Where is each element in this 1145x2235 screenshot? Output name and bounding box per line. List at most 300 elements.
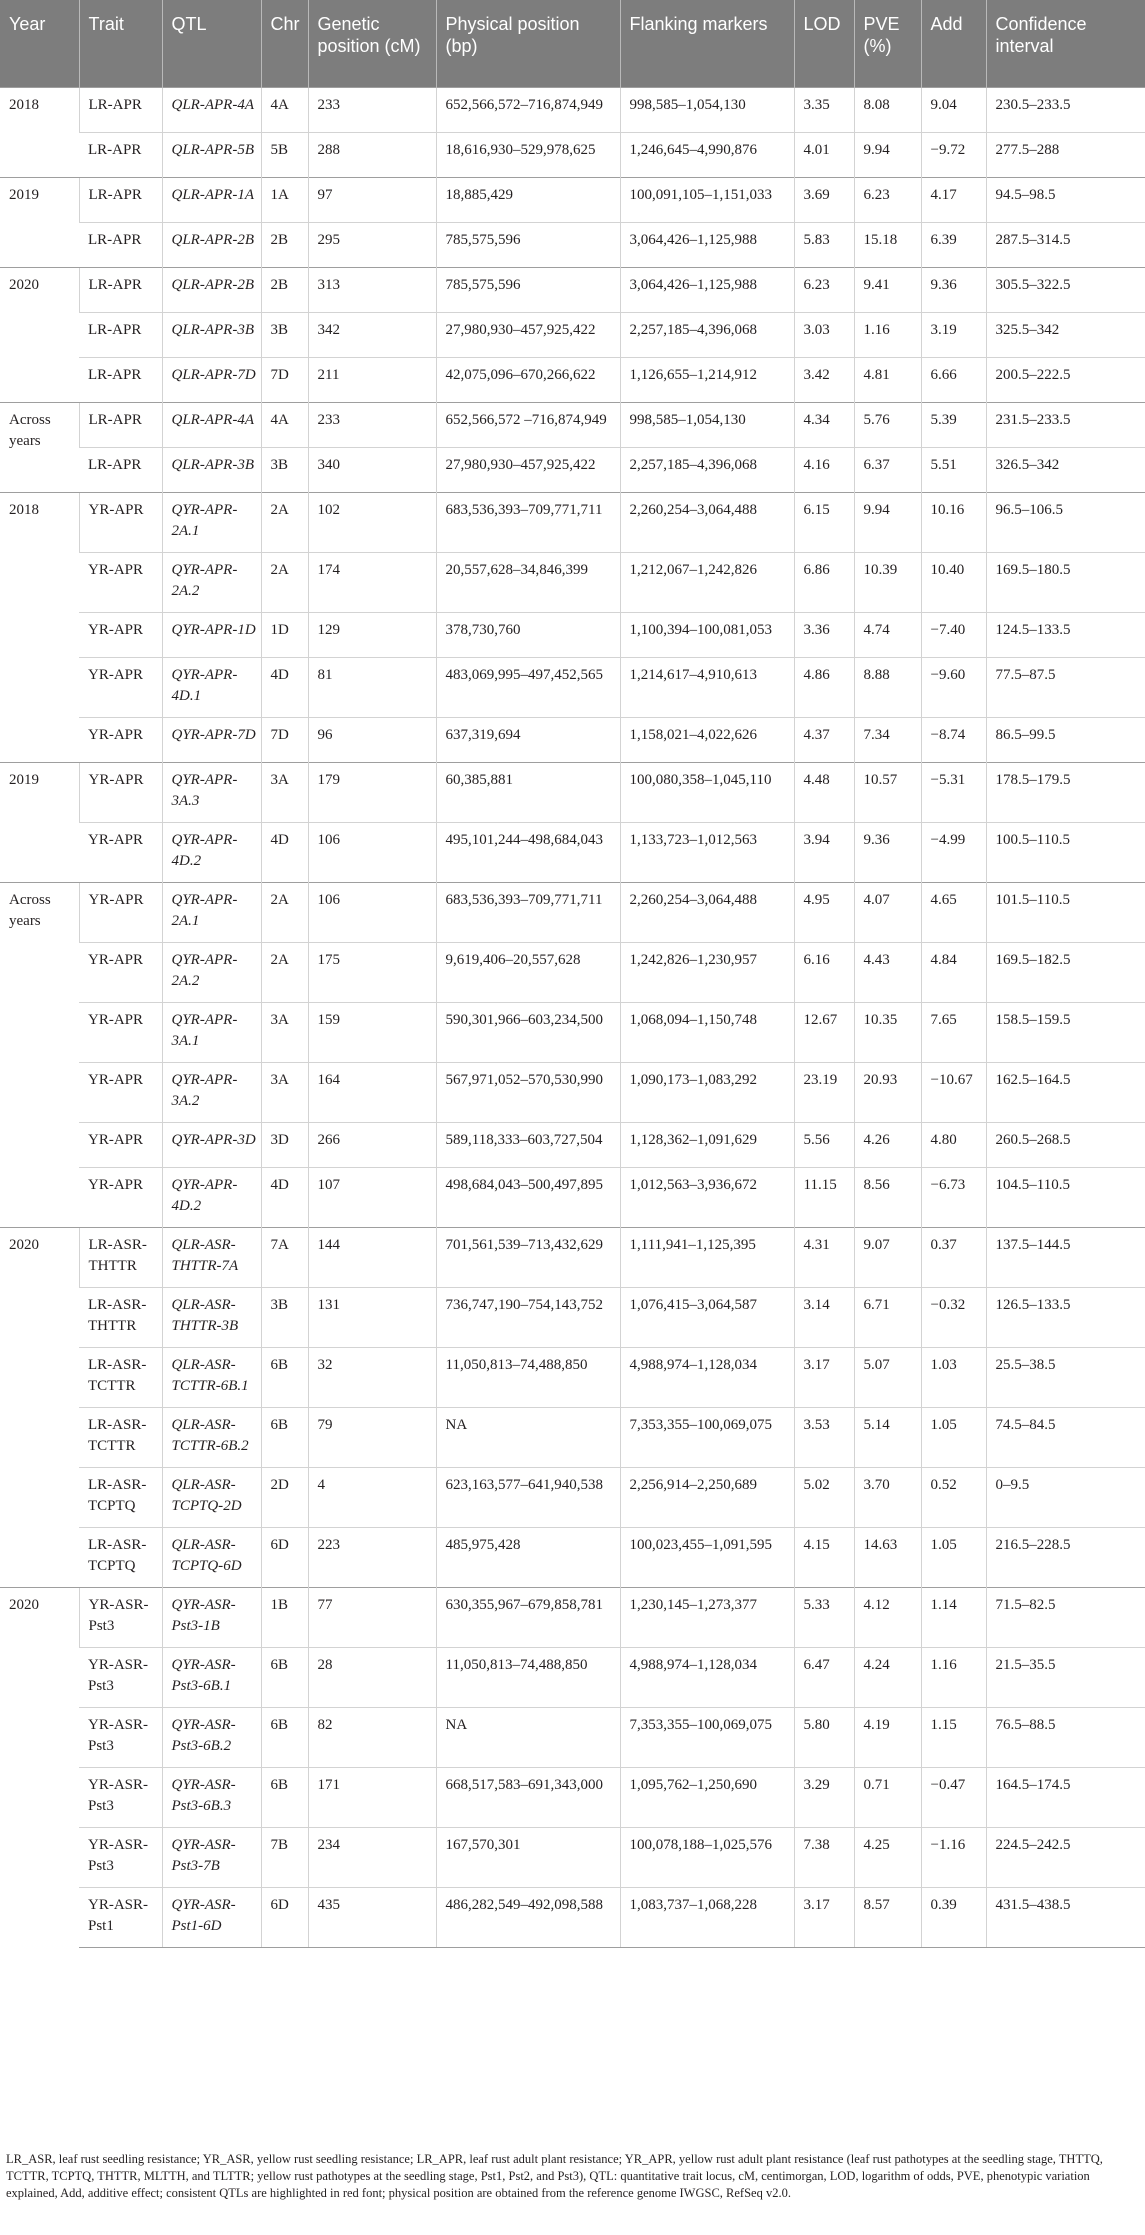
ci-cell: 0–9.5: [986, 1467, 1145, 1527]
ci-cell: 86.5–99.5: [986, 717, 1145, 762]
markers-cell: 3,064,426–1,125,988: [620, 222, 794, 267]
ci-cell: 164.5–174.5: [986, 1767, 1145, 1827]
ci-cell: 169.5–182.5: [986, 942, 1145, 1002]
pve-cell: 8.08: [854, 87, 921, 132]
add-cell: 1.05: [921, 1407, 986, 1467]
genpos-cell: 81: [308, 657, 436, 717]
add-cell: 10.16: [921, 492, 986, 552]
physpos-cell: 27,980,930–457,925,422: [436, 447, 620, 492]
physpos-cell: 483,069,995–497,452,565: [436, 657, 620, 717]
markers-cell: 1,076,415–3,064,587: [620, 1287, 794, 1347]
add-cell: 3.19: [921, 312, 986, 357]
ci-cell: 101.5–110.5: [986, 882, 1145, 942]
ci-cell: 77.5–87.5: [986, 657, 1145, 717]
chr-cell: 2A: [261, 942, 308, 1002]
column-header: Add: [921, 0, 986, 87]
table-row: [0, 447, 1145, 492]
ci-cell: 126.5–133.5: [986, 1287, 1145, 1347]
chr-cell: 4A: [261, 87, 308, 132]
trait-cell: LR-APR: [79, 132, 162, 177]
year-cell: 2018: [0, 87, 79, 177]
chr-cell: 6B: [261, 1647, 308, 1707]
genpos-cell: 4: [308, 1467, 436, 1527]
lod-cell: 6.16: [794, 942, 854, 1002]
chr-cell: 3D: [261, 1122, 308, 1167]
qtl-cell: QYR-ASR-Pst3-7B: [162, 1827, 261, 1887]
ci-cell: 76.5–88.5: [986, 1707, 1145, 1767]
lod-cell: 5.83: [794, 222, 854, 267]
pve-cell: 4.07: [854, 882, 921, 942]
column-header: Physical position (bp): [436, 0, 620, 87]
trait-cell: YR-APR: [79, 1062, 162, 1122]
qtl-cell: QLR-APR-4A: [162, 87, 261, 132]
ci-cell: 287.5–314.5: [986, 222, 1145, 267]
qtl-cell: QYR-APR-3D: [162, 1122, 261, 1167]
table-body: [0, 87, 1145, 1947]
year-cell: Across years: [0, 402, 79, 492]
ci-cell: 230.5–233.5: [986, 87, 1145, 132]
chr-cell: 6B: [261, 1347, 308, 1407]
trait-cell: LR-APR: [79, 312, 162, 357]
trait-cell: YR-APR: [79, 492, 162, 552]
lod-cell: 4.15: [794, 1527, 854, 1587]
add-cell: 4.65: [921, 882, 986, 942]
lod-cell: 3.17: [794, 1887, 854, 1947]
markers-cell: 1,068,094–1,150,748: [620, 1002, 794, 1062]
trait-cell: YR-APR: [79, 942, 162, 1002]
add-cell: −8.74: [921, 717, 986, 762]
genpos-cell: 295: [308, 222, 436, 267]
ci-cell: 124.5–133.5: [986, 612, 1145, 657]
pve-cell: 1.16: [854, 312, 921, 357]
add-cell: 1.05: [921, 1527, 986, 1587]
year-cell: 2019: [0, 177, 79, 267]
chr-cell: 1A: [261, 177, 308, 222]
trait-cell: YR-APR: [79, 612, 162, 657]
markers-cell: 1,111,941–1,125,395: [620, 1227, 794, 1287]
markers-cell: 1,012,563–3,936,672: [620, 1167, 794, 1227]
qtl-cell: QYR-APR-2A.2: [162, 552, 261, 612]
ci-cell: 277.5–288: [986, 132, 1145, 177]
genpos-cell: 435: [308, 1887, 436, 1947]
table-row: [0, 1227, 1145, 1287]
trait-cell: YR-APR: [79, 882, 162, 942]
lod-cell: 4.86: [794, 657, 854, 717]
genpos-cell: 102: [308, 492, 436, 552]
trait-cell: LR-ASR-TCTTR: [79, 1347, 162, 1407]
add-cell: 6.66: [921, 357, 986, 402]
qtl-cell: QLR-APR-1A: [162, 177, 261, 222]
ci-cell: 200.5–222.5: [986, 357, 1145, 402]
pve-cell: 8.56: [854, 1167, 921, 1227]
lod-cell: 6.15: [794, 492, 854, 552]
table-row: [0, 267, 1145, 312]
pve-cell: 4.25: [854, 1827, 921, 1887]
genpos-cell: 106: [308, 882, 436, 942]
ci-cell: 21.5–35.5: [986, 1647, 1145, 1707]
trait-cell: LR-ASR-TCPTQ: [79, 1467, 162, 1527]
ci-cell: 431.5–438.5: [986, 1887, 1145, 1947]
add-cell: 9.04: [921, 87, 986, 132]
genpos-cell: 131: [308, 1287, 436, 1347]
qtl-cell: QYR-APR-4D.1: [162, 657, 261, 717]
physpos-cell: 683,536,393–709,771,711: [436, 882, 620, 942]
column-header: Chr: [261, 0, 308, 87]
genpos-cell: 211: [308, 357, 436, 402]
qtl-cell: QYR-APR-2A.2: [162, 942, 261, 1002]
table-row: [0, 1407, 1145, 1467]
add-cell: 5.51: [921, 447, 986, 492]
lod-cell: 3.42: [794, 357, 854, 402]
chr-cell: 6B: [261, 1407, 308, 1467]
physpos-cell: 42,075,096–670,266,622: [436, 357, 620, 402]
genpos-cell: 313: [308, 267, 436, 312]
genpos-cell: 32: [308, 1347, 436, 1407]
ci-cell: 25.5–38.5: [986, 1347, 1145, 1407]
table-row: [0, 942, 1145, 1002]
chr-cell: 2A: [261, 882, 308, 942]
chr-cell: 3B: [261, 447, 308, 492]
qtl-cell: QYR-APR-3A.1: [162, 1002, 261, 1062]
pve-cell: 10.39: [854, 552, 921, 612]
physpos-cell: 495,101,244–498,684,043: [436, 822, 620, 882]
lod-cell: 4.34: [794, 402, 854, 447]
table-row: [0, 1767, 1145, 1827]
physpos-cell: 60,385,881: [436, 762, 620, 822]
markers-cell: 2,260,254–3,064,488: [620, 492, 794, 552]
trait-cell: YR-APR: [79, 1167, 162, 1227]
qtl-cell: QLR-ASR-TCTTR-6B.1: [162, 1347, 261, 1407]
table-row: [0, 822, 1145, 882]
lod-cell: 3.69: [794, 177, 854, 222]
table-row: [0, 717, 1145, 762]
pve-cell: 8.88: [854, 657, 921, 717]
pve-cell: 14.63: [854, 1527, 921, 1587]
markers-cell: 1,230,145–1,273,377: [620, 1587, 794, 1647]
markers-cell: 998,585–1,054,130: [620, 87, 794, 132]
add-cell: −7.40: [921, 612, 986, 657]
chr-cell: 7D: [261, 717, 308, 762]
chr-cell: 2B: [261, 267, 308, 312]
ci-cell: 74.5–84.5: [986, 1407, 1145, 1467]
lod-cell: 4.16: [794, 447, 854, 492]
genpos-cell: 342: [308, 312, 436, 357]
trait-cell: YR-APR: [79, 717, 162, 762]
trait-cell: YR-APR: [79, 762, 162, 822]
add-cell: 1.03: [921, 1347, 986, 1407]
markers-cell: 1,095,762–1,250,690: [620, 1767, 794, 1827]
physpos-cell: 18,616,930–529,978,625: [436, 132, 620, 177]
pve-cell: 4.43: [854, 942, 921, 1002]
ci-cell: 96.5–106.5: [986, 492, 1145, 552]
pve-cell: 6.37: [854, 447, 921, 492]
lod-cell: 6.23: [794, 267, 854, 312]
markers-cell: 1,242,826–1,230,957: [620, 942, 794, 1002]
markers-cell: 7,353,355–100,069,075: [620, 1707, 794, 1767]
ci-cell: 260.5–268.5: [986, 1122, 1145, 1167]
qtl-cell: QYR-APR-3A.2: [162, 1062, 261, 1122]
lod-cell: 3.03: [794, 312, 854, 357]
table-footnote: LR_ASR, leaf rust seedling resistance; YR_ASR, yellow rust seedling resistance; LR_APR, leaf rust adult plant resistance; YR_APR, yellow rust adult plant resistance (leaf rust pathotypes at the seedling stage, THTTQ, TCTTR, TCPTQ, THTTR, MLTTH, and TLTTR; yellow rust pathotypes at the seedling stage, Pst1, Pst2, and Pst3), QTL: quantitative trait locus, cM, centimorgan, LOD, logarithm of odds, PVE, phenotypic variation explained, Add, additive effect; consistent QTLs are highlighted in red font; physical position are obtained from the reference genome IWGSC, RefSeq v2.0.: [6, 2152, 1103, 2200]
genpos-cell: 171: [308, 1767, 436, 1827]
table-row: [0, 882, 1145, 942]
pve-cell: 8.57: [854, 1887, 921, 1947]
markers-cell: 2,260,254–3,064,488: [620, 882, 794, 942]
qtl-cell: QLR-APR-4A: [162, 402, 261, 447]
qtl-cell: QYR-APR-2A.1: [162, 882, 261, 942]
year-cell: 2019: [0, 762, 79, 882]
pve-cell: 4.26: [854, 1122, 921, 1167]
physpos-cell: 589,118,333–603,727,504: [436, 1122, 620, 1167]
pve-cell: 6.71: [854, 1287, 921, 1347]
lod-cell: 4.37: [794, 717, 854, 762]
markers-cell: 1,246,645–4,990,876: [620, 132, 794, 177]
lod-cell: 3.17: [794, 1347, 854, 1407]
lod-cell: 3.36: [794, 612, 854, 657]
markers-cell: 100,080,358–1,045,110: [620, 762, 794, 822]
physpos-cell: 27,980,930–457,925,422: [436, 312, 620, 357]
physpos-cell: 668,517,583–691,343,000: [436, 1767, 620, 1827]
genpos-cell: 174: [308, 552, 436, 612]
genpos-cell: 96: [308, 717, 436, 762]
year-cell: 2020: [0, 1227, 79, 1587]
physpos-cell: 486,282,549–492,098,588: [436, 1887, 620, 1947]
chr-cell: 6D: [261, 1527, 308, 1587]
genpos-cell: 233: [308, 402, 436, 447]
pve-cell: 9.36: [854, 822, 921, 882]
pve-cell: 5.14: [854, 1407, 921, 1467]
physpos-cell: 498,684,043–500,497,895: [436, 1167, 620, 1227]
lod-cell: 6.47: [794, 1647, 854, 1707]
table-row: [0, 1467, 1145, 1527]
table-row: [0, 552, 1145, 612]
lod-cell: 11.15: [794, 1167, 854, 1227]
pve-cell: 6.23: [854, 177, 921, 222]
table-row: [0, 1347, 1145, 1407]
pve-cell: 9.94: [854, 492, 921, 552]
physpos-cell: 20,557,628–34,846,399: [436, 552, 620, 612]
physpos-cell: 11,050,813–74,488,850: [436, 1347, 620, 1407]
add-cell: 5.39: [921, 402, 986, 447]
add-cell: −4.99: [921, 822, 986, 882]
trait-cell: YR-APR: [79, 822, 162, 882]
table-row: [0, 132, 1145, 177]
chr-cell: 5B: [261, 132, 308, 177]
chr-cell: 4D: [261, 1167, 308, 1227]
table-row: [0, 1062, 1145, 1122]
lod-cell: 5.80: [794, 1707, 854, 1767]
chr-cell: 4D: [261, 822, 308, 882]
genpos-cell: 97: [308, 177, 436, 222]
year-cell: 2018: [0, 492, 79, 762]
add-cell: 10.40: [921, 552, 986, 612]
table-row: [0, 657, 1145, 717]
chr-cell: 3A: [261, 762, 308, 822]
genpos-cell: 164: [308, 1062, 436, 1122]
genpos-cell: 79: [308, 1407, 436, 1467]
ci-cell: 178.5–179.5: [986, 762, 1145, 822]
genpos-cell: 233: [308, 87, 436, 132]
physpos-cell: 9,619,406–20,557,628: [436, 942, 620, 1002]
qtl-cell: QYR-APR-7D: [162, 717, 261, 762]
chr-cell: 6D: [261, 1887, 308, 1947]
markers-cell: 4,988,974–1,128,034: [620, 1347, 794, 1407]
genpos-cell: 288: [308, 132, 436, 177]
year-cell: Across years: [0, 882, 79, 1227]
pve-cell: 7.34: [854, 717, 921, 762]
chr-cell: 7B: [261, 1827, 308, 1887]
qtl-cell: QYR-APR-1D: [162, 612, 261, 657]
table-row: [0, 1827, 1145, 1887]
genpos-cell: 159: [308, 1002, 436, 1062]
lod-cell: 12.67: [794, 1002, 854, 1062]
add-cell: −0.47: [921, 1767, 986, 1827]
add-cell: 9.36: [921, 267, 986, 312]
chr-cell: 3A: [261, 1002, 308, 1062]
column-header: Confidence interval: [986, 0, 1145, 87]
lod-cell: 4.95: [794, 882, 854, 942]
add-cell: 6.39: [921, 222, 986, 267]
pve-cell: 10.35: [854, 1002, 921, 1062]
ci-cell: 100.5–110.5: [986, 822, 1145, 882]
markers-cell: 100,078,188–1,025,576: [620, 1827, 794, 1887]
chr-cell: 1D: [261, 612, 308, 657]
physpos-cell: 785,575,596: [436, 222, 620, 267]
lod-cell: 5.56: [794, 1122, 854, 1167]
genpos-cell: 129: [308, 612, 436, 657]
genpos-cell: 107: [308, 1167, 436, 1227]
table-header-row: [0, 0, 1145, 87]
pve-cell: 5.76: [854, 402, 921, 447]
physpos-cell: 701,561,539–713,432,629: [436, 1227, 620, 1287]
column-header: Flanking markers: [620, 0, 794, 87]
ci-cell: 224.5–242.5: [986, 1827, 1145, 1887]
lod-cell: 3.35: [794, 87, 854, 132]
physpos-cell: NA: [436, 1407, 620, 1467]
physpos-cell: 167,570,301: [436, 1827, 620, 1887]
lod-cell: 4.48: [794, 762, 854, 822]
table-row: [0, 1527, 1145, 1587]
table-row: [0, 1287, 1145, 1347]
pve-cell: 9.94: [854, 132, 921, 177]
column-header: PVE (%): [854, 0, 921, 87]
add-cell: −6.73: [921, 1167, 986, 1227]
qtl-cell: QLR-ASR-TCTTR-6B.2: [162, 1407, 261, 1467]
physpos-cell: 378,730,760: [436, 612, 620, 657]
markers-cell: 2,256,914–2,250,689: [620, 1467, 794, 1527]
ci-cell: 94.5–98.5: [986, 177, 1145, 222]
table-row: [0, 1002, 1145, 1062]
chr-cell: 3A: [261, 1062, 308, 1122]
table-row: [0, 1122, 1145, 1167]
table-row: [0, 612, 1145, 657]
pve-cell: 0.71: [854, 1767, 921, 1827]
add-cell: 0.37: [921, 1227, 986, 1287]
lod-cell: 6.86: [794, 552, 854, 612]
pve-cell: 4.81: [854, 357, 921, 402]
add-cell: 0.52: [921, 1467, 986, 1527]
add-cell: −9.72: [921, 132, 986, 177]
trait-cell: LR-APR: [79, 267, 162, 312]
trait-cell: YR-ASR-Pst3: [79, 1587, 162, 1647]
physpos-cell: 652,566,572–716,874,949: [436, 87, 620, 132]
table-row: [0, 177, 1145, 222]
pve-cell: 15.18: [854, 222, 921, 267]
pve-cell: 4.19: [854, 1707, 921, 1767]
trait-cell: LR-APR: [79, 177, 162, 222]
ci-cell: 325.5–342: [986, 312, 1145, 357]
qtl-cell: QYR-ASR-Pst3-1B: [162, 1587, 261, 1647]
markers-cell: 1,090,173–1,083,292: [620, 1062, 794, 1122]
genpos-cell: 340: [308, 447, 436, 492]
chr-cell: 7A: [261, 1227, 308, 1287]
markers-cell: 1,158,021–4,022,626: [620, 717, 794, 762]
add-cell: 4.80: [921, 1122, 986, 1167]
chr-cell: 6B: [261, 1707, 308, 1767]
lod-cell: 23.19: [794, 1062, 854, 1122]
markers-cell: 3,064,426–1,125,988: [620, 267, 794, 312]
column-header: Year: [0, 0, 79, 87]
chr-cell: 4A: [261, 402, 308, 447]
genpos-cell: 234: [308, 1827, 436, 1887]
pve-cell: 4.24: [854, 1647, 921, 1707]
ci-cell: 137.5–144.5: [986, 1227, 1145, 1287]
trait-cell: YR-APR: [79, 657, 162, 717]
markers-cell: 2,257,185–4,396,068: [620, 312, 794, 357]
table-row: [0, 1647, 1145, 1707]
add-cell: 7.65: [921, 1002, 986, 1062]
qtl-cell: QYR-ASR-Pst3-6B.2: [162, 1707, 261, 1767]
qtl-cell: QYR-APR-4D.2: [162, 822, 261, 882]
qtl-cell: QYR-ASR-Pst3-6B.1: [162, 1647, 261, 1707]
lod-cell: 7.38: [794, 1827, 854, 1887]
add-cell: −10.67: [921, 1062, 986, 1122]
qtl-cell: QLR-APR-3B: [162, 447, 261, 492]
pve-cell: 20.93: [854, 1062, 921, 1122]
physpos-cell: 683,536,393–709,771,711: [436, 492, 620, 552]
trait-cell: LR-APR: [79, 402, 162, 447]
markers-cell: 1,128,362–1,091,629: [620, 1122, 794, 1167]
markers-cell: 100,091,105–1,151,033: [620, 177, 794, 222]
trait-cell: YR-APR: [79, 1122, 162, 1167]
lod-cell: 5.33: [794, 1587, 854, 1647]
ci-cell: 169.5–180.5: [986, 552, 1145, 612]
markers-cell: 1,100,394–100,081,053: [620, 612, 794, 657]
genpos-cell: 266: [308, 1122, 436, 1167]
qtl-cell: QLR-APR-3B: [162, 312, 261, 357]
trait-cell: LR-ASR-TCPTQ: [79, 1527, 162, 1587]
column-header: Genetic position (cM): [308, 0, 436, 87]
trait-cell: LR-ASR-THTTR: [79, 1227, 162, 1287]
qtl-cell: QYR-APR-2A.1: [162, 492, 261, 552]
chr-cell: 4D: [261, 657, 308, 717]
ci-cell: 326.5–342: [986, 447, 1145, 492]
trait-cell: YR-ASR-Pst3: [79, 1767, 162, 1827]
trait-cell: LR-APR: [79, 447, 162, 492]
physpos-cell: 630,355,967–679,858,781: [436, 1587, 620, 1647]
pve-cell: 4.12: [854, 1587, 921, 1647]
trait-cell: YR-ASR-Pst3: [79, 1827, 162, 1887]
add-cell: −5.31: [921, 762, 986, 822]
physpos-cell: 590,301,966–603,234,500: [436, 1002, 620, 1062]
trait-cell: LR-APR: [79, 222, 162, 267]
markers-cell: 7,353,355–100,069,075: [620, 1407, 794, 1467]
markers-cell: 1,126,655–1,214,912: [620, 357, 794, 402]
chr-cell: 3B: [261, 312, 308, 357]
chr-cell: 7D: [261, 357, 308, 402]
add-cell: 0.39: [921, 1887, 986, 1947]
lod-cell: 3.14: [794, 1287, 854, 1347]
